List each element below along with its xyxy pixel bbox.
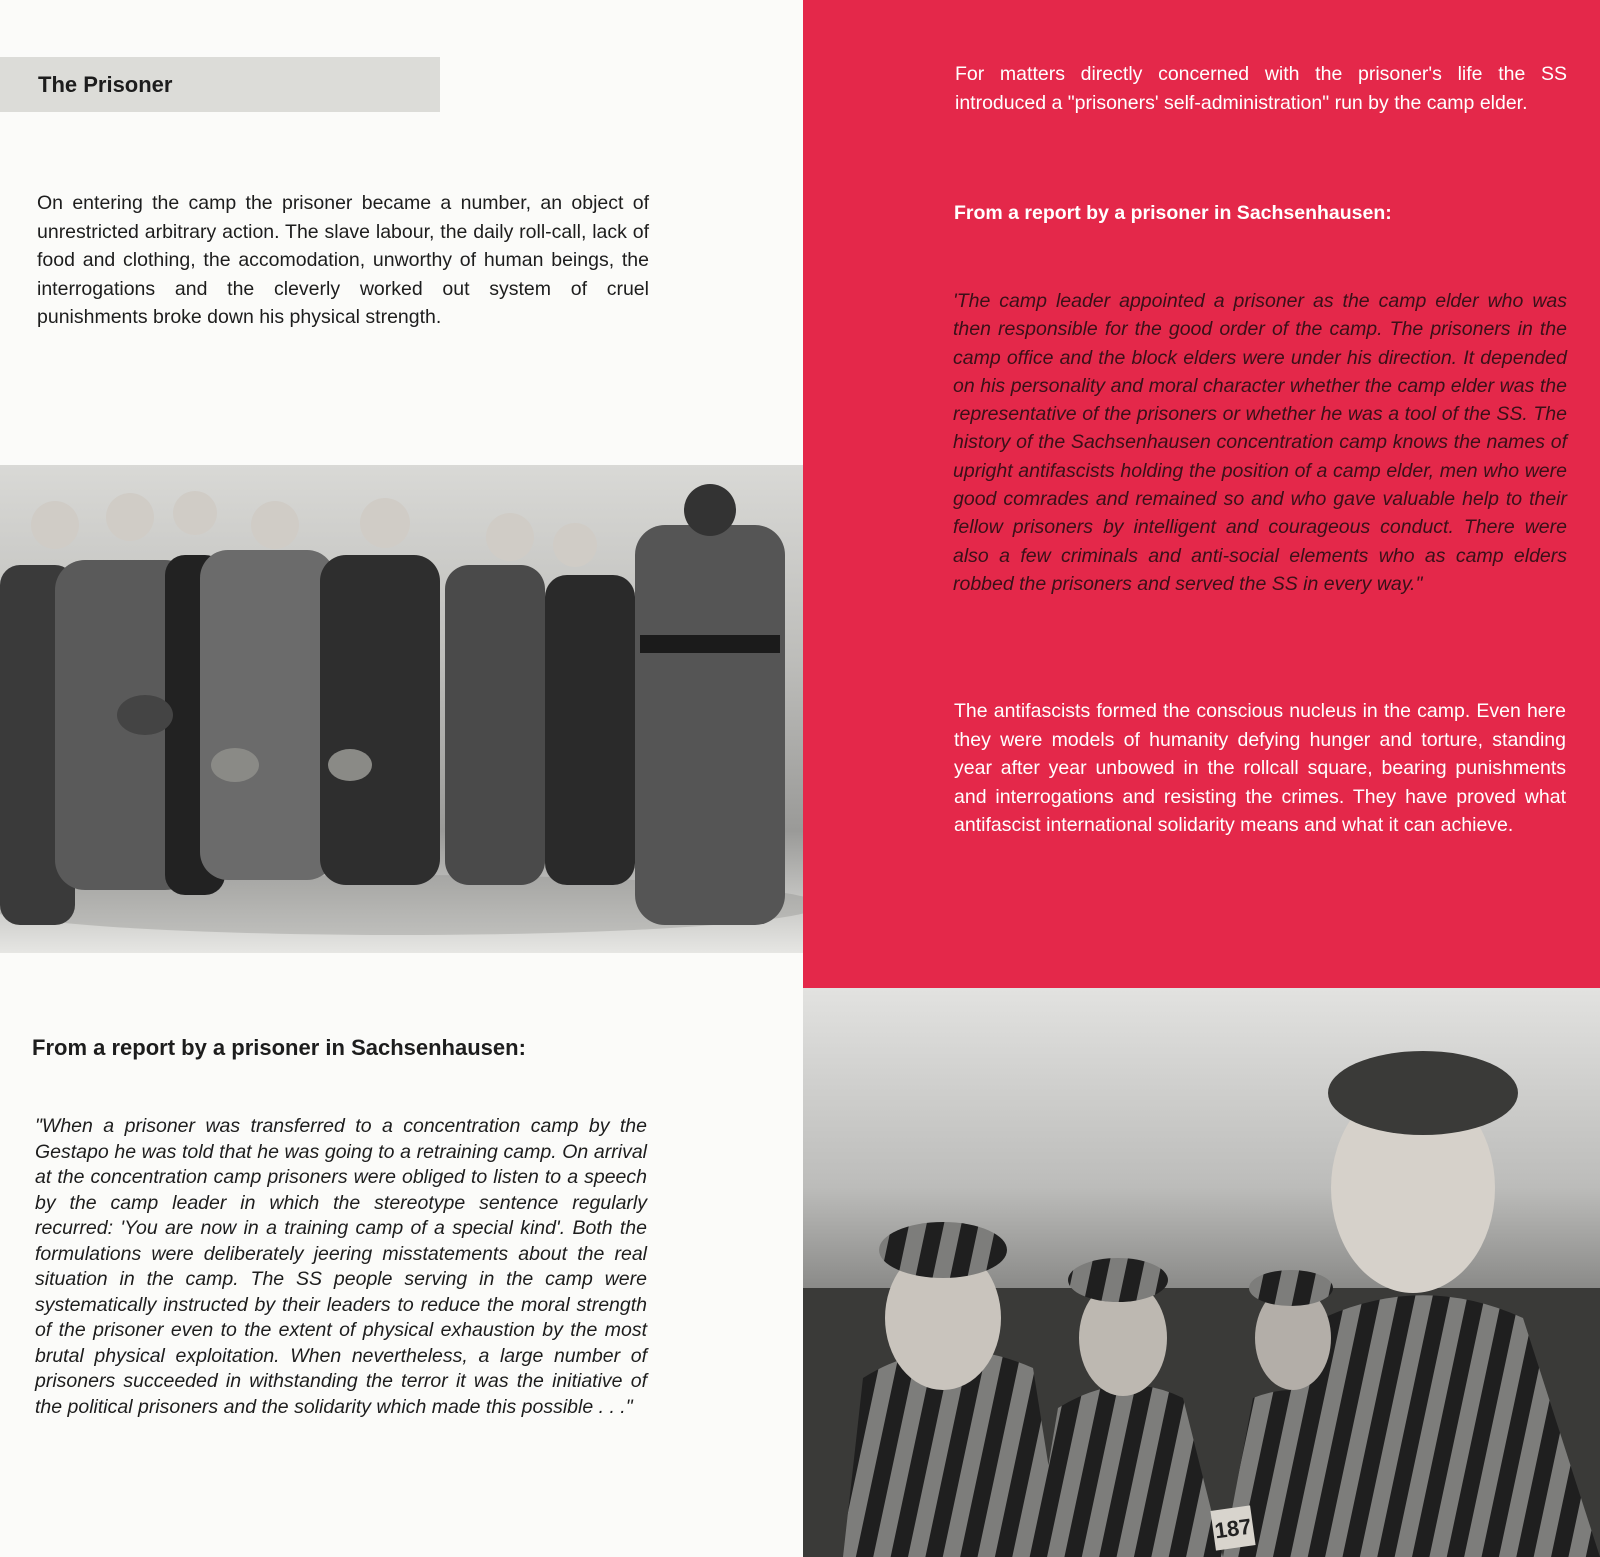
report-quote-right: 'The camp leader appointed a prisoner as the camp elder who was then responsible for the good order of the camp. The prisoners in the camp office and the block elders were under his direction. It depended on his personality and moral character whether the camp elder was the representative of the prisoners or whether he was a tool of the SS. The history of the Sachsenhausen concentration camp knows the names of upright antifascists holding the position of a camp elder, men who were good comrades and remained so and who gave valuable help to their fellow prisoners by intelligent and courageous conduct. There were also a few criminals and anti-social elements who as camp elders robbed the prisoners and served the SS in every way." xyxy=(953,290,1567,595)
intro-paragraph: On entering the camp the prisoner became a number, an object of unrestricted arbitrary action. The slave labour, the daily roll-call, lack of food and clothing, the accomodation, unworthy of human beings, the interrogations and the cleverly worked out system of cruel punishments broke down his physical strength. xyxy=(37,192,649,329)
section-title-bar xyxy=(0,57,440,112)
antifascists-paragraph: The antifascists formed the conscious nucleus in the camp. Even here they were models of humanity defying hunger and torture, standing year after year unbowed in the rollcall square, bearing punishments and interrogations and resisting the crimes. They have proved what antifascist international solidarity means and what it can achieve. xyxy=(954,700,1566,836)
photo-prisoners-rollcall xyxy=(0,465,803,953)
right-page xyxy=(803,0,1600,1557)
photo-prisoners-rollcall-drawing xyxy=(0,465,803,953)
report-heading-left: From a report by a prisoner in Sachsenhausen: xyxy=(32,1035,526,1060)
report-heading-right: From a report by a prisoner in Sachsenhausen: xyxy=(954,202,1392,224)
section-title: The Prisoner xyxy=(38,71,173,97)
photo-prisoners-striped-uniforms xyxy=(803,988,1600,1557)
report-quote-left: "When a prisoner was transferred to a concentration camp by the Gestapo he was told that he was going to a retraining camp. On arrival at the concentration camp prisoners were obliged to listen to a speech by the camp leader in which the stereotype sentence regularly recurred: 'You are now in a training camp of a special kind'. Both the formulations were deliberately jeering misstatements about the real situation in the camp. The SS people serving in the camp were systematically instructed by their leaders to reduce the moral strength of the prisoner even to the extent of physical exhaustion by the most brutal physical exploitation. When nevertheless, a large number of prisoners succeeded in withstanding the terror it was the initiative of the political prisoners and the solidarity which made this possible . . ." xyxy=(35,1115,647,1418)
self-administration-paragraph: For matters directly concerned with the prisoner's life the SS introduced a "prisoners' self-administration" run by the camp elder. xyxy=(955,63,1567,114)
prisoner-number-patch: 187 xyxy=(1213,1513,1253,1544)
photo-prisoners-striped-uniforms-drawing xyxy=(803,988,1600,1557)
